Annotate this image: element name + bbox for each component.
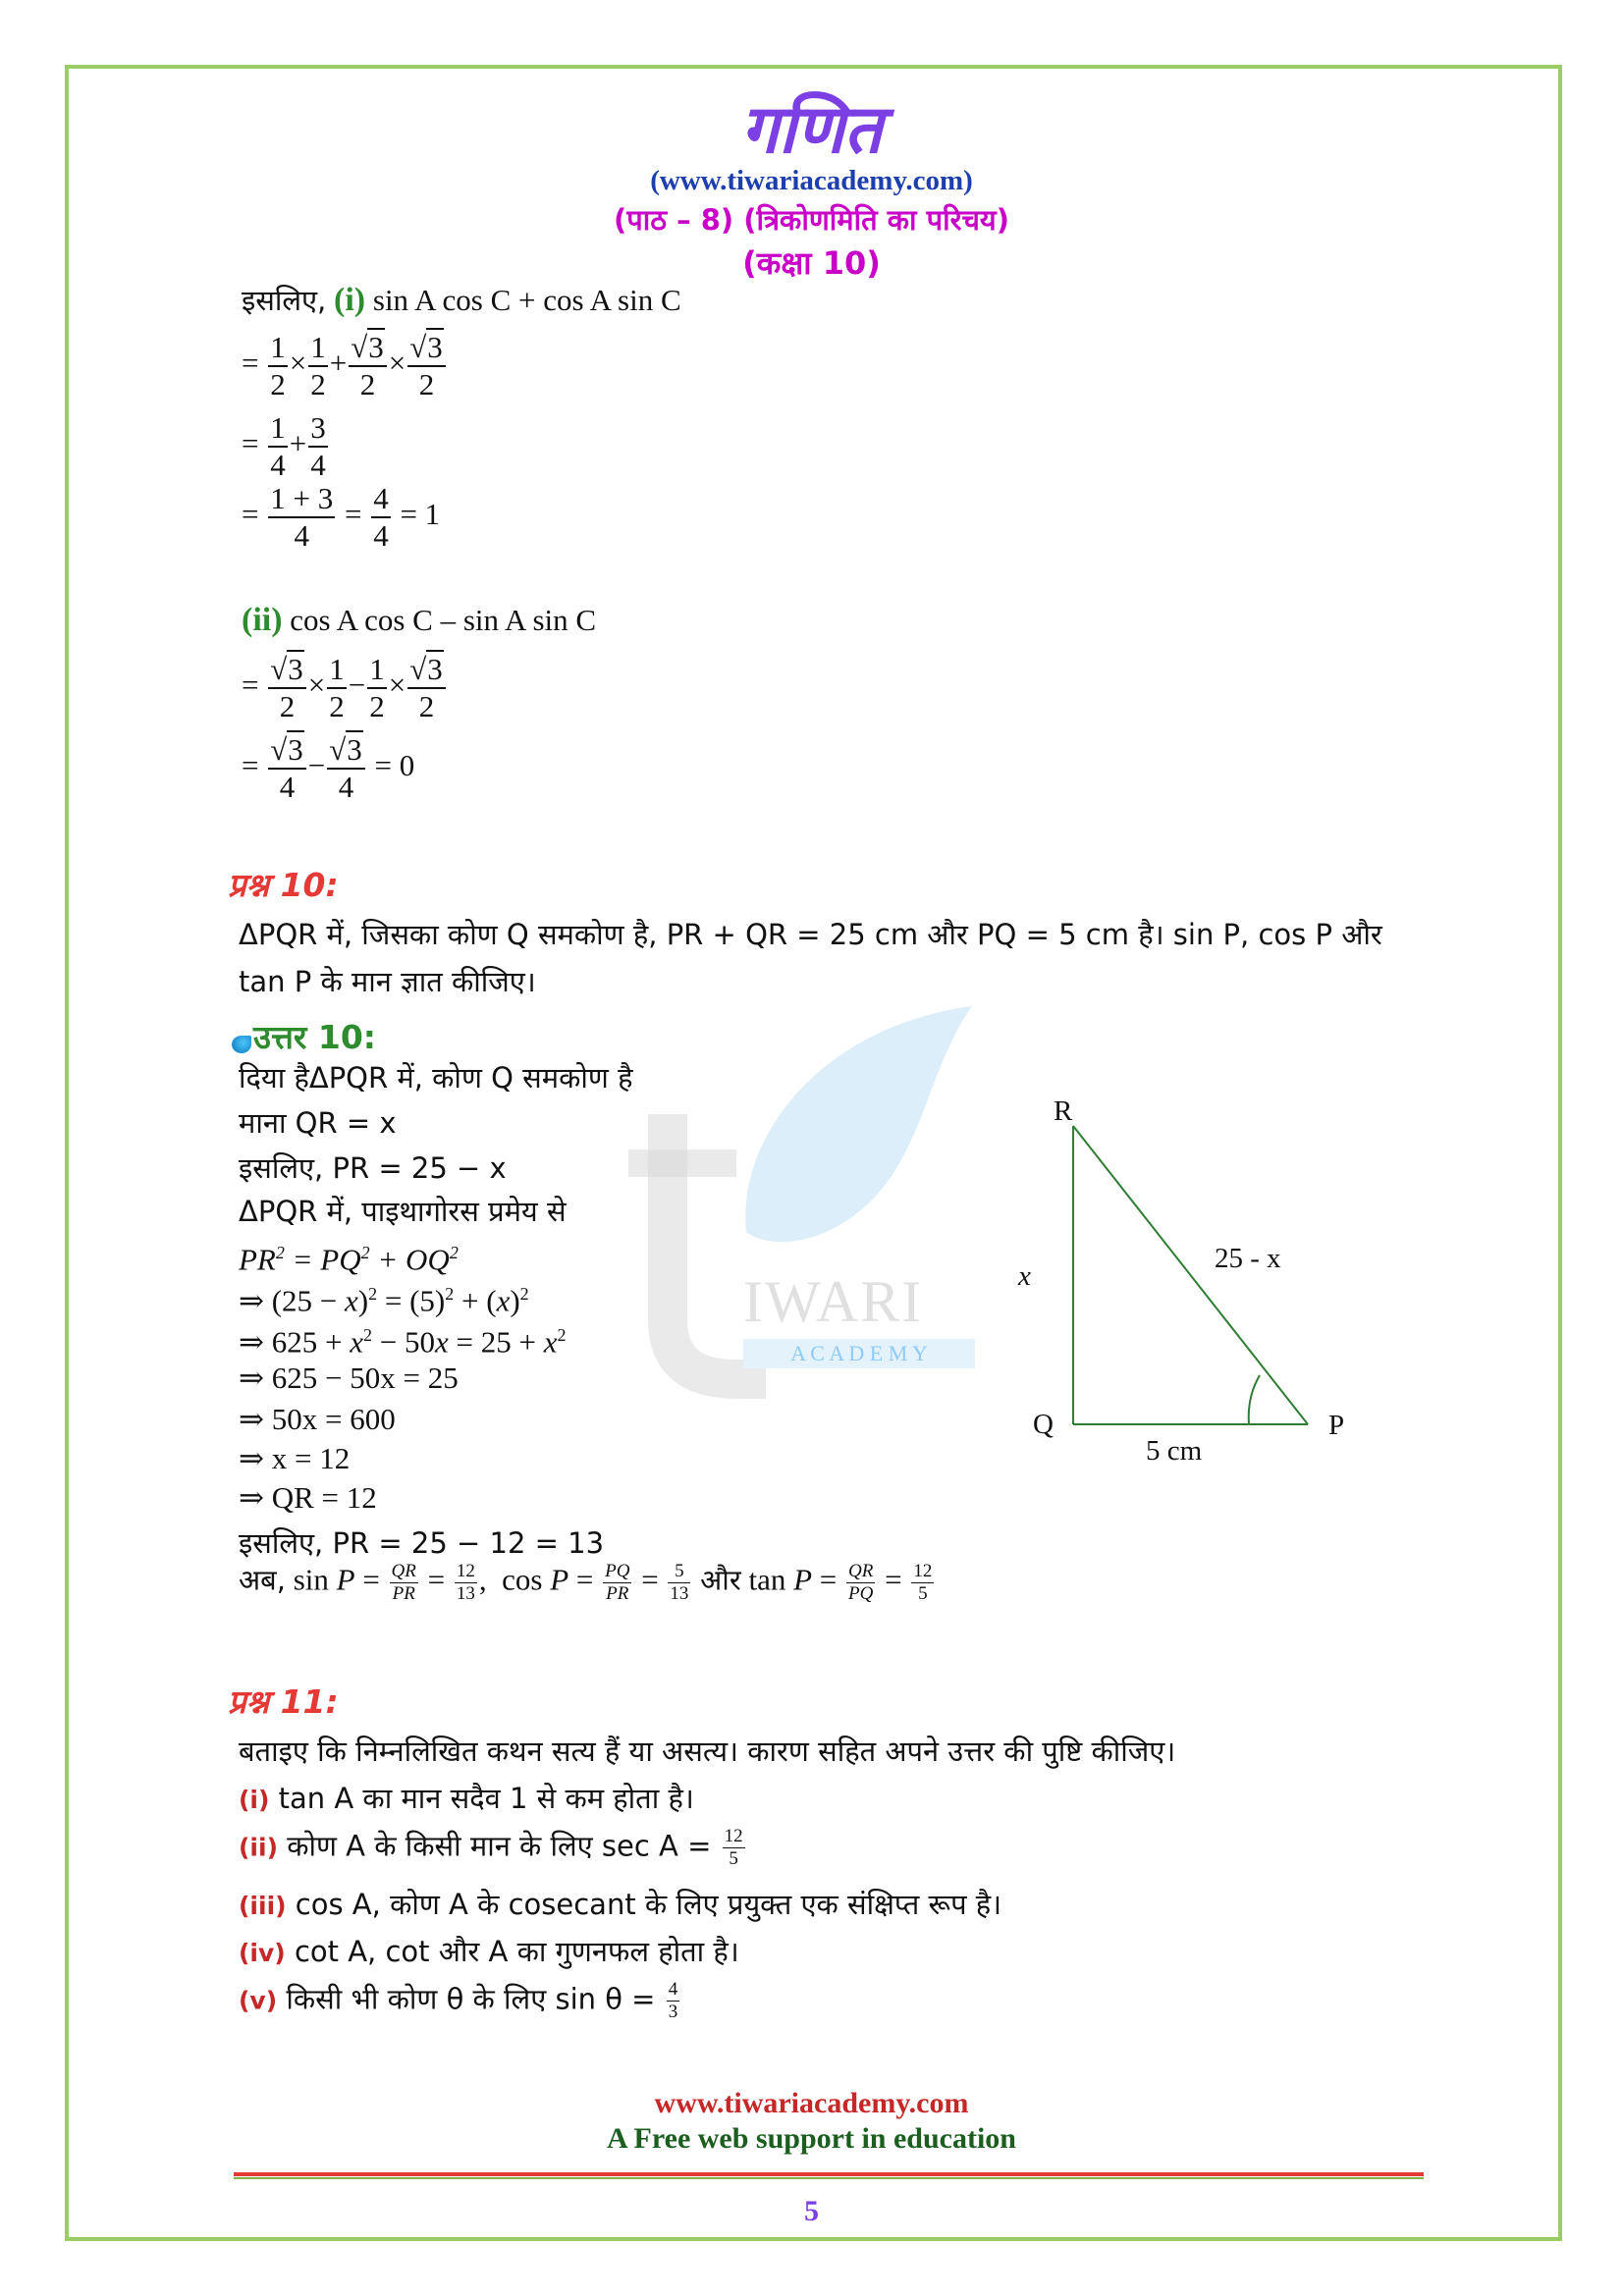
eq-expand-1: ⇒ $(25 - x)^2 = (5)^2 + (x)^2$ — [239, 1283, 529, 1318]
answer-line-7: ⇒ x = 12 — [239, 1441, 351, 1475]
header-website[interactable]: (www.tiwariacademy.com) — [650, 165, 973, 196]
answer-line-9: इसलिए, PR = 25 − 12 = 13 — [239, 1526, 605, 1560]
side-qr-label: x — [1018, 1260, 1031, 1292]
q11-item-1-label: (i) — [239, 1786, 270, 1814]
q10-text-line1: ΔPQR में, जिसका कोण Q समकोण है, PR + QR = 25 cm और PQ = 5 cm है। sin P, cos P और — [239, 918, 1382, 951]
side-qp-label: 5 cm — [1146, 1435, 1203, 1467]
chapter-title: (पाठ – 8) (त्रिकोणमिति का परिचय) — [613, 203, 1010, 237]
answer-line-8: ⇒ QR = 12 — [239, 1480, 377, 1515]
q11-item-2-text: कोण A के किसी मान के लिए sec A = — [287, 1829, 712, 1863]
q11-item-3 — [239, 1885, 1001, 1923]
part-i-expression: sin A cos C + cos A sin C — [372, 283, 681, 317]
q11-item-1 — [239, 1779, 694, 1817]
answer-line-3: इसलिए, PR = 25 − x — [239, 1151, 507, 1185]
footer-tagline: A Free web support in education — [607, 2122, 1016, 2155]
side-pr-label: 25 - x — [1215, 1243, 1281, 1274]
answer-line-1: दिया हैΔPQR में, कोण Q समकोण है — [239, 1061, 633, 1095]
part-i-step3: = $\frac{1 + 3}{4}$ = $\frac{4}{4}$ = 1 — [242, 481, 441, 553]
q11-heading: प्रश्न 11: — [228, 1682, 339, 1721]
q11-item-4-label: (iv) — [239, 1939, 286, 1967]
q11-item-3-label: (iii) — [239, 1892, 287, 1920]
final-and: और — [700, 1563, 741, 1597]
q11-item-5: (v) किसी भी कोण θ के लिए sin θ = $\frac{4}{3}$ — [239, 1979, 678, 2022]
vertex-r-label: R — [1054, 1095, 1073, 1127]
q10-heading: प्रश्न 10: — [228, 866, 339, 904]
footer-divider-accent — [234, 2177, 1424, 2179]
eq-expand-2: ⇒ $625 + x^2 - 50x = 25 + x^2$ — [239, 1324, 567, 1360]
footer-divider — [234, 2172, 1424, 2176]
answer-line-6: ⇒ 50x = 600 — [239, 1402, 396, 1436]
answer-10-label: उत्तर 10: — [253, 1018, 376, 1056]
q10-text-line2: tan P के मान ज्ञात कीजिए। — [239, 965, 536, 998]
q11-item-4-text: cot A, cot और A का गुणनफल होता है। — [294, 1935, 739, 1968]
watermark-text: IWARI — [743, 1269, 924, 1334]
q11-item-5-label: (v) — [239, 1986, 278, 2015]
q11-item-1-text: tan A का मान सदैव 1 से कम होता है। — [278, 1782, 694, 1815]
watermark-subtext: A C A D E M Y — [743, 1339, 975, 1368]
answer-10-heading — [232, 1014, 376, 1058]
final-ratios: अब, sin P = $\frac{QR}{PR}$ = $\frac{12}{13}$ , cos P = $\frac{PQ}{PR}$ = $\frac{5}{13}$ और tan P = $\frac{QR}{PQ}$ = $\frac{12}{5}$ — [239, 1561, 933, 1604]
vertex-q-label: Q — [1033, 1409, 1054, 1440]
vertex-p-label: P — [1328, 1410, 1345, 1441]
part-ii-heading — [242, 603, 596, 638]
part-ii-result: = 0 — [374, 747, 415, 782]
part-ii-expression: cos A cos C – sin A sin C — [290, 603, 597, 637]
q11-item-4 — [239, 1932, 739, 1970]
q11-item-5-text: किसी भी कोण θ के लिए sin θ = — [286, 1982, 656, 2016]
part-ii-step1: = $\frac{√3}{2}$ × $\frac{1}{2}$ − $\frac{1}{2}$ × $\frac{√3}{2}$ — [242, 652, 448, 723]
part-ii-label: (ii) — [242, 602, 283, 638]
q11-intro: बताइए कि निम्नलिखित कथन सत्य हैं या असत्य। कारण सहित अपने उत्तर की पुष्टि कीजिए। — [239, 1735, 1176, 1768]
part-i-label: (i) — [334, 282, 366, 318]
class-label: (कक्षा 10) — [742, 244, 881, 282]
answer-line-5: ⇒ 625 − 50x = 25 — [239, 1361, 459, 1395]
q11-item-3-text: cos A, कोण A के cosecant के लिए प्रयुक्त एक संक्षिप्त रूप है। — [295, 1888, 1002, 1921]
part-i-intro: इसलिए, — [242, 284, 327, 317]
page-number: 5 — [804, 2195, 819, 2227]
q11-item-2-label: (ii) — [239, 1833, 278, 1862]
part-i-result: = 1 — [400, 496, 441, 531]
pythagoras-eq: $PR^2 = PQ^2 + OQ^2$ — [239, 1242, 459, 1277]
answer-line-2: माना QR = x — [239, 1106, 397, 1140]
part-i-step1: = $\frac{1}{2}$ × $\frac{1}{2}$ + $\frac{√3}{2}$ × $\frac{√3}{2}$ — [242, 330, 448, 401]
page-title: गणित — [740, 91, 883, 169]
footer-website-link[interactable]: www.tiwariacademy.com — [654, 2087, 969, 2119]
answer-logo-icon — [232, 1036, 251, 1053]
part-ii-step2: = $\frac{√3}{4}$ − $\frac{√3}{4}$ = 0 — [242, 732, 415, 804]
part-i-heading — [242, 283, 681, 318]
part-i-step2: = $\frac{1}{4}$ + $\frac{3}{4}$ — [242, 410, 326, 482]
answer-line-4: ΔPQR में, पाइथागोरस प्रमेय से — [239, 1195, 567, 1228]
q11-item-2: (ii) कोण A के किसी मान के लिए sec A = $\frac{12}{5}$ — [239, 1826, 743, 1869]
final-prefix: अब, — [239, 1563, 286, 1597]
